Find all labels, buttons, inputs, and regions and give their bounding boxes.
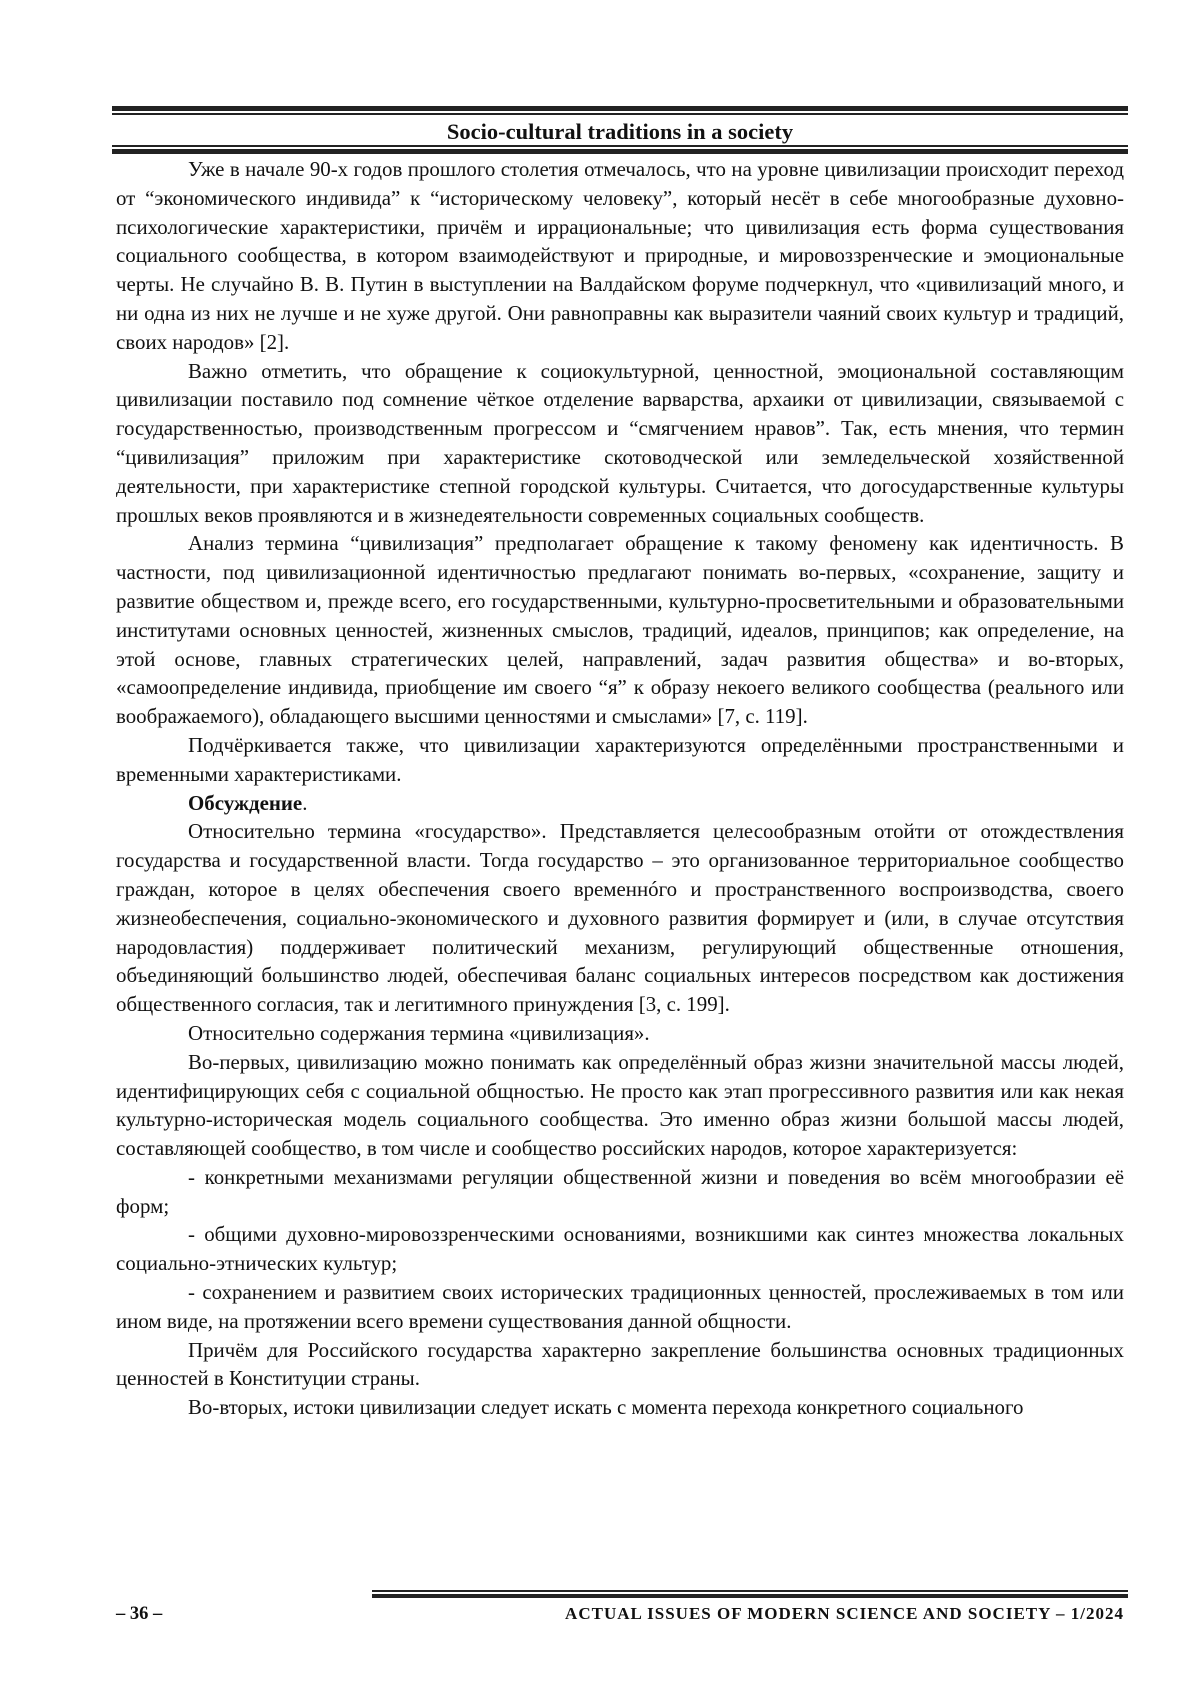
list-item-worldview: - общими духовно-мировоззренческими основаниями, возникшими как синтез множества локальных социально-этнических культур; [116,1222,1124,1276]
paragraph-state-definition: Относительно термина «государство». Представляется целесообразным отойти от отождествления государства и государственной власти. Тогда государство – это организованное территориальное сообщество граждан, которое в целях обеспечения своего временнóго и пространственного воспроизводства, своего жизнеобеспечения, социально-экономического и духовного развития формирует и (или, в случае отсутствия народовластия) поддерживает политический механизм, регулирующий общественные отношения, объединяющий большинство людей, обеспечивая баланс социальных интересов посредством как достижения общественного согласия, так и легитимного принуждения [3, с. 199]. [116,819,1124,1017]
header-rule-bottom-thick [112,149,1128,154]
discussion-heading-period: . [302,790,308,815]
article-body [116,155,1124,1422]
paragraph-spatial-temporal: Подчёркивается также, что цивилизации характеризуются определёнными пространственными и временными характеристиками. [116,732,1124,786]
header-rule-bottom-thin [112,145,1128,147]
paragraph-civilization-transition: Уже в начале 90-х годов прошлого столетия отмечалось, что на уровне цивилизации происходит переход от “экономического индивида” к “историческому человеку”, который несёт в себе многообразные духовно-психологические характеристики, причём и иррациональные; что цивилизация есть форма существования социального сообщества, в котором взаимодействуют и природные, и мировоззренческие и эмоциональные черты. Не случайно В. В. Путин в выступлении на Валдайском форуме подчеркнул, что «цивилизаций много, и ни одна из них не лучше и не хуже другой. Они равноправны как выразители чаяний своих культур и традиций, своих народов» [2]. [116,157,1124,354]
discussion-heading-line [116,789,1124,818]
paragraph-way-of-life: Во-первых, цивилизацию можно понимать как определённый образ жизни значительной массы людей, идентифицирующих себя с социальной общностью. Не просто как этап прогрессивного развития или как некая культурно-историческая модель социального сообщества. Это именно образ жизни большой массы людей, составляющей сообщество, в том числе и сообщество российских народов, которое характеризуется: [116,1049,1124,1161]
paragraph-civilizational-identity: Анализ термина “цивилизация” предполагает обращение к такому феномену как идентичность. В частности, под цивилизационной идентичностью предлагают понимать во-первых, «сохранение, защиту и развитие обществом и, прежде всего, его государственными, культурно-просветительными и образовательными институтами основных ценностей, жизненных смыслов, традиций, идеалов, принципов; как определение, на этой основе, главных стратегических целей, направлений, задач развития общества» и во-вторых, «самоопределение индивида, приобщение им своего “я” к образу некоего великого сообщества (реального или воображаемого), обладающего высшими ценностями и смыслами» [7, с. 119]. [116,531,1124,729]
header-rule-top-thick [112,106,1128,111]
footer-rule-thin [372,1590,1128,1592]
discussion-heading: Обсуждение [188,790,303,815]
paragraph-constitution: Причём для Российского государства характерно закрепление большинства основных традиционных ценностей в Конституции страны. [116,1337,1124,1391]
page-number: – 36 – [116,1604,163,1624]
running-header-title: Socio-cultural traditions in a society [446,119,794,144]
header-rule-top-thin [112,113,1128,115]
paragraph-sociocultural-components: Важно отметить, что обращение к социокультурной, ценностной, эмоциональной составляющим цивилизации поставило под сомнение чёткое отделение варварства, архаики от цивилизации, связываемой с государственностью, производственным прогрессом и “смягчением нравов”. Так, есть мнения, что термин “цивилизация” приложим при характеристике скотоводческой или земледельческой хозяйственной деятельности, при характеристике степной городской культуры. Считается, что догосударственные культуры прошлых веков проявляются и в жизнедеятельности современных социальных сообществ. [116,358,1124,527]
paragraph-origins: Во-вторых, истоки цивилизации следует искать с момента перехода конкретного социального [188,1395,1024,1420]
footer-rule-thick [372,1594,1128,1598]
journal-name: ACTUAL ISSUES OF MODERN SCIENCE AND SOCIETY – 1/2024 [565,1604,1124,1623]
list-item-traditions: - сохранением и развитием своих исторических традиционных ценностей, прослеживаемых в том или ином виде, на протяжении всего времени существования данной общности. [116,1280,1124,1333]
list-item-regulation: - конкретными механизмами регуляции общественной жизни и поведения во всём многообразии её форм; [116,1164,1124,1218]
paragraph-civilization-term: Относительно содержания термина «цивилизация». [188,1020,650,1045]
